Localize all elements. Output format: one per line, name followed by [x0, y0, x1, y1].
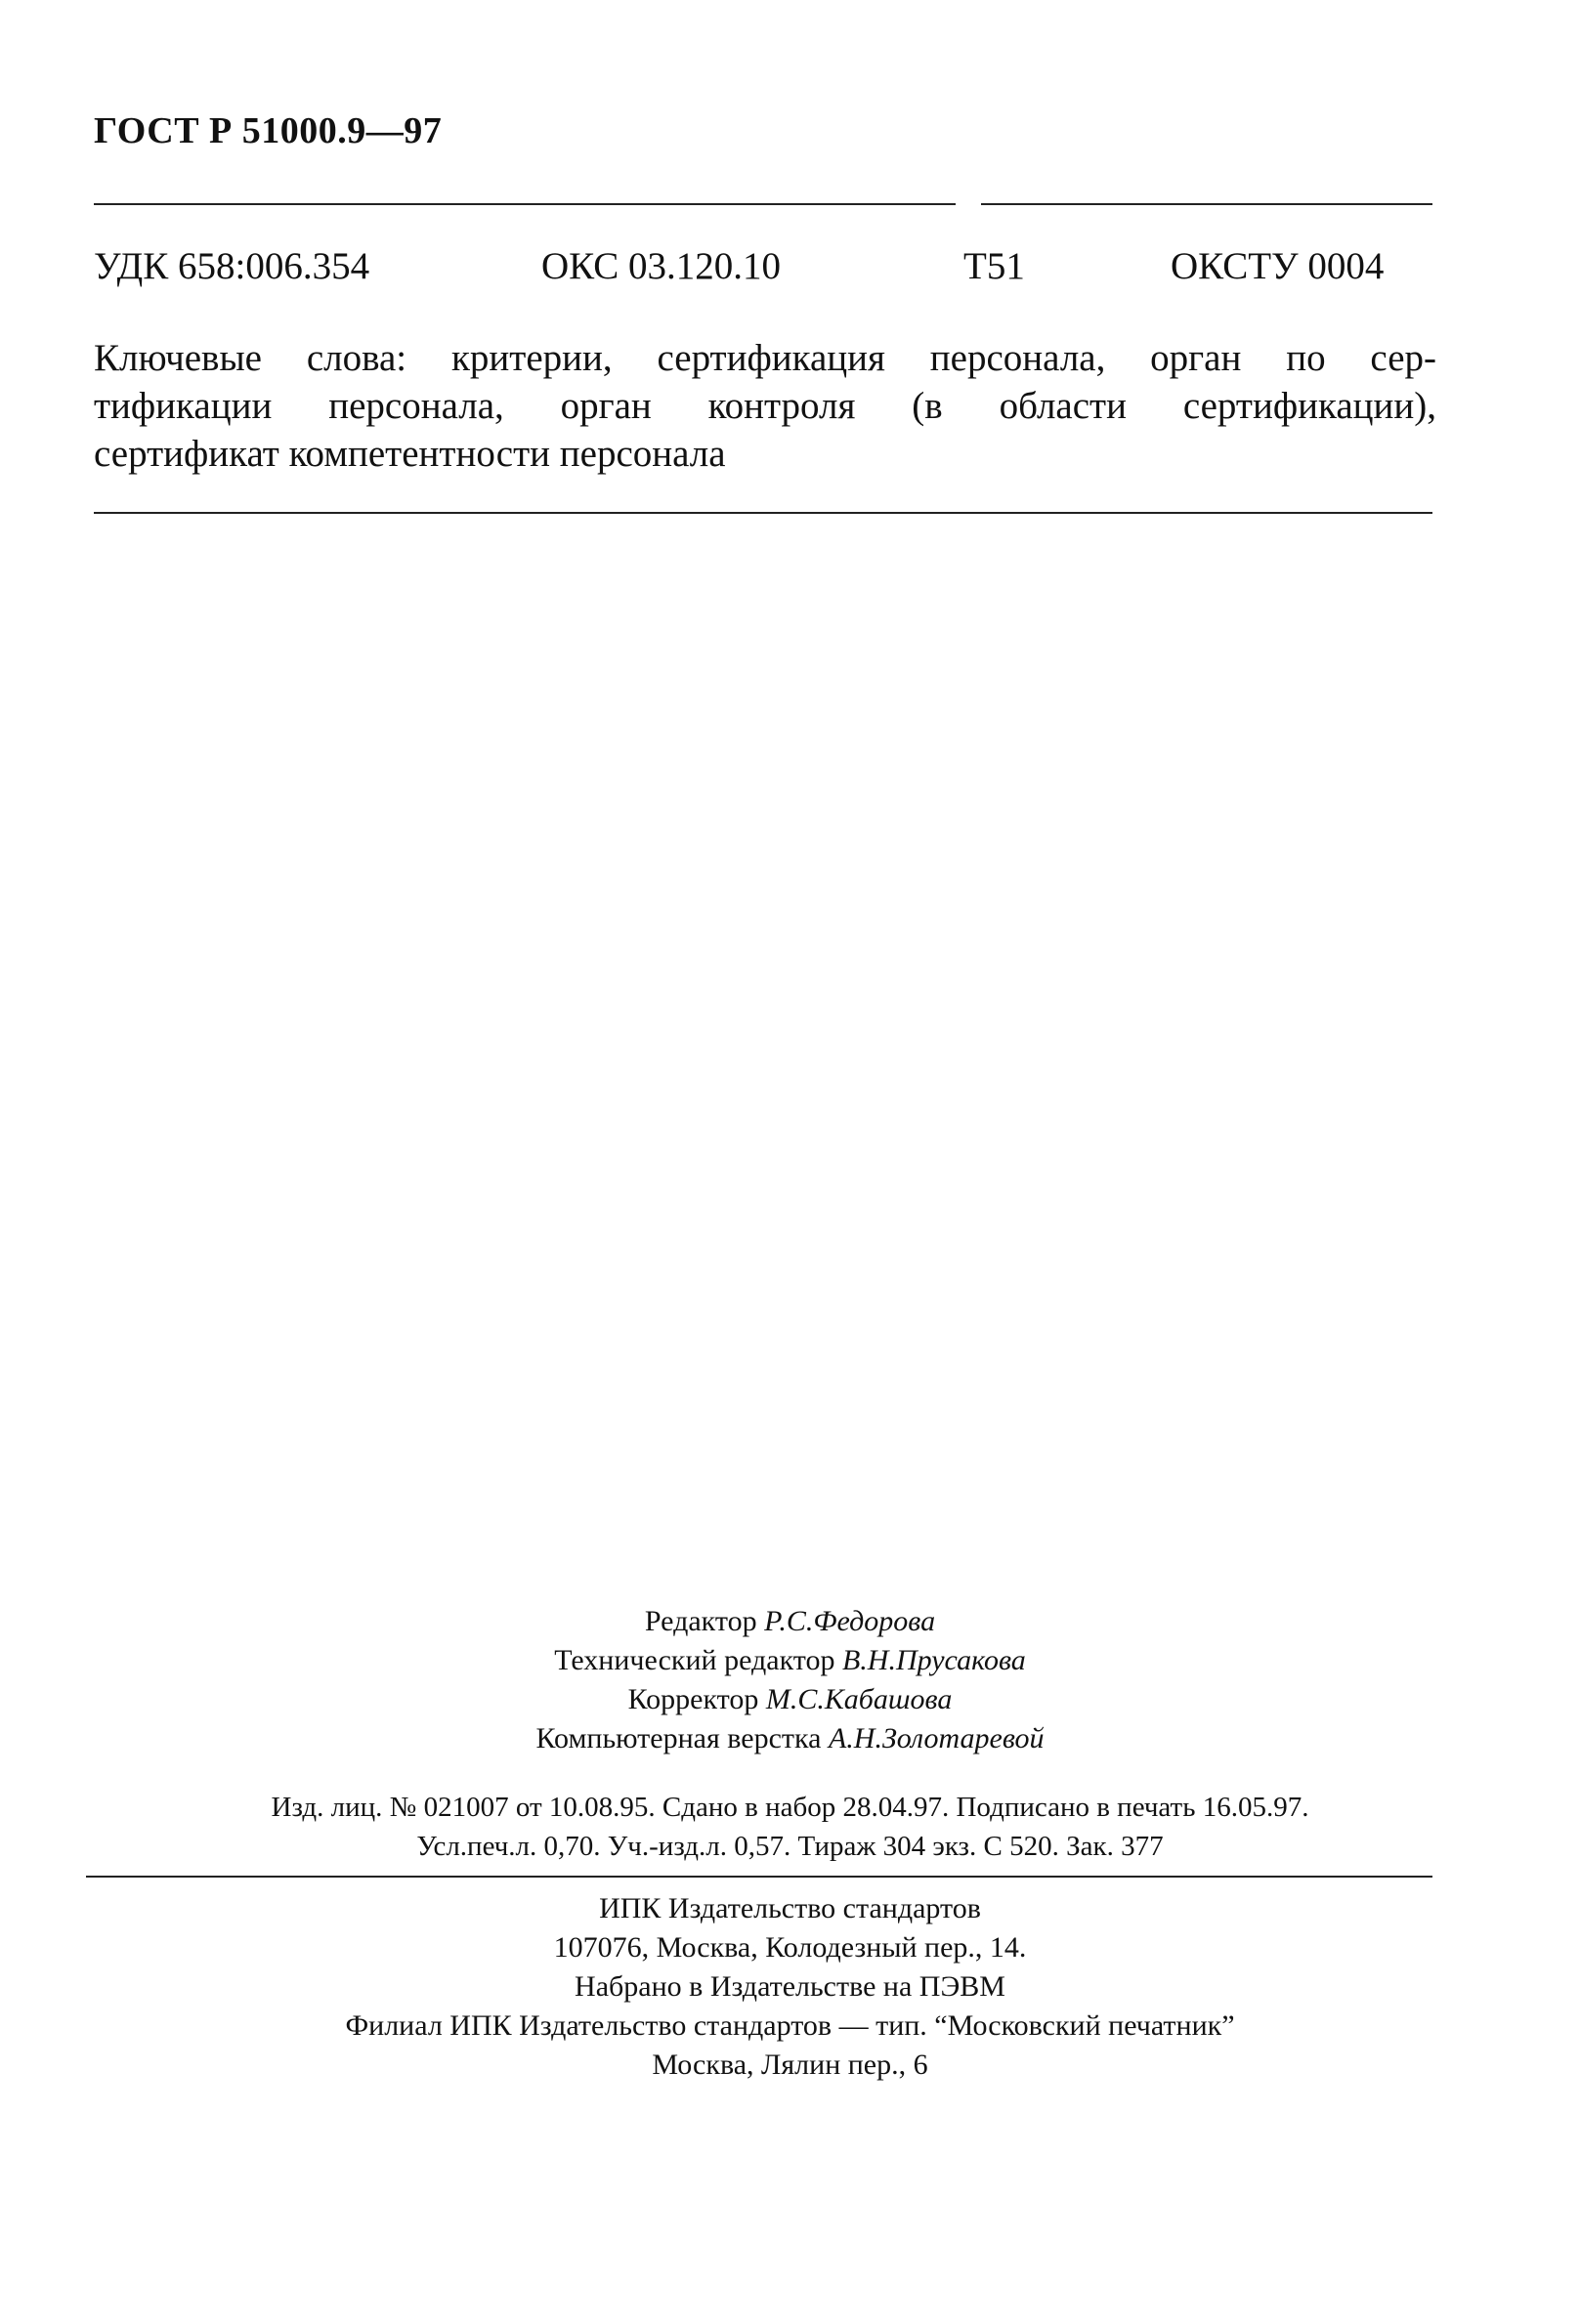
top-rule-right — [981, 203, 1432, 205]
keywords-line: Ключевые слова: критерии, сертификация персонала, орган по сер- — [94, 337, 1436, 379]
oks-code: ОКС 03.120.10 — [541, 245, 781, 287]
staff-person: А.Н.Золотаревой — [828, 1722, 1045, 1754]
staff-line-layout — [0, 1719, 1580, 1758]
staff-role: Технический редактор — [554, 1644, 835, 1676]
publication-info — [0, 1788, 1580, 1866]
standard-number: ГОСТ Р 51000.9—97 — [94, 110, 443, 151]
group-code: Т51 — [963, 245, 1025, 287]
staff-line-proofreader — [0, 1680, 1580, 1719]
keywords-block — [94, 334, 1436, 478]
keywords-line: тификации персонала, орган контроля (в области сертификации), — [94, 385, 1436, 427]
printer-line: 107076, Москва, Колодезный пер., 14. — [553, 1931, 1027, 1964]
printer-line: ИПК Издательство стандартов — [599, 1892, 981, 1924]
top-rule-left — [94, 203, 956, 205]
editorial-staff — [0, 1602, 1580, 1758]
staff-person: В.Н.Прусакова — [841, 1644, 1026, 1676]
keywords-line: сертификат компетентности персонала — [94, 433, 726, 475]
staff-role: Компьютерная верстка — [535, 1722, 822, 1754]
printer-line: Филиал ИПК Издательство стандартов — тип. “Московский печатник” — [345, 2009, 1235, 2042]
publication-line: Изд. лиц. № 021007 от 10.08.95. Сдано в набор 28.04.97. Подписано в печать 16.05.97. — [271, 1792, 1309, 1823]
printer-line: Москва, Лялин пер., 6 — [652, 2049, 928, 2081]
staff-role: Редактор — [644, 1605, 757, 1637]
staff-role: Корректор — [627, 1683, 759, 1715]
printer-line: Набрано в Издательстве на ПЭВМ — [575, 1970, 1005, 2003]
staff-person: Р.С.Федорова — [764, 1605, 936, 1637]
staff-person: М.С.Кабашова — [765, 1683, 953, 1715]
keywords-rule — [94, 512, 1432, 514]
udk-code: УДК 658:006.354 — [94, 245, 370, 287]
imprint-rule — [86, 1876, 1432, 1878]
classification-row — [94, 244, 1432, 299]
staff-line-editor — [0, 1602, 1580, 1641]
publication-line: Усл.печ.л. 0,70. Уч.-изд.л. 0,57. Тираж 304 экз. С 520. Зак. 377 — [416, 1831, 1164, 1862]
okstu-code: ОКСТУ 0004 — [1171, 245, 1385, 287]
staff-line-tech-editor — [0, 1641, 1580, 1680]
printer-info — [0, 1889, 1580, 2085]
